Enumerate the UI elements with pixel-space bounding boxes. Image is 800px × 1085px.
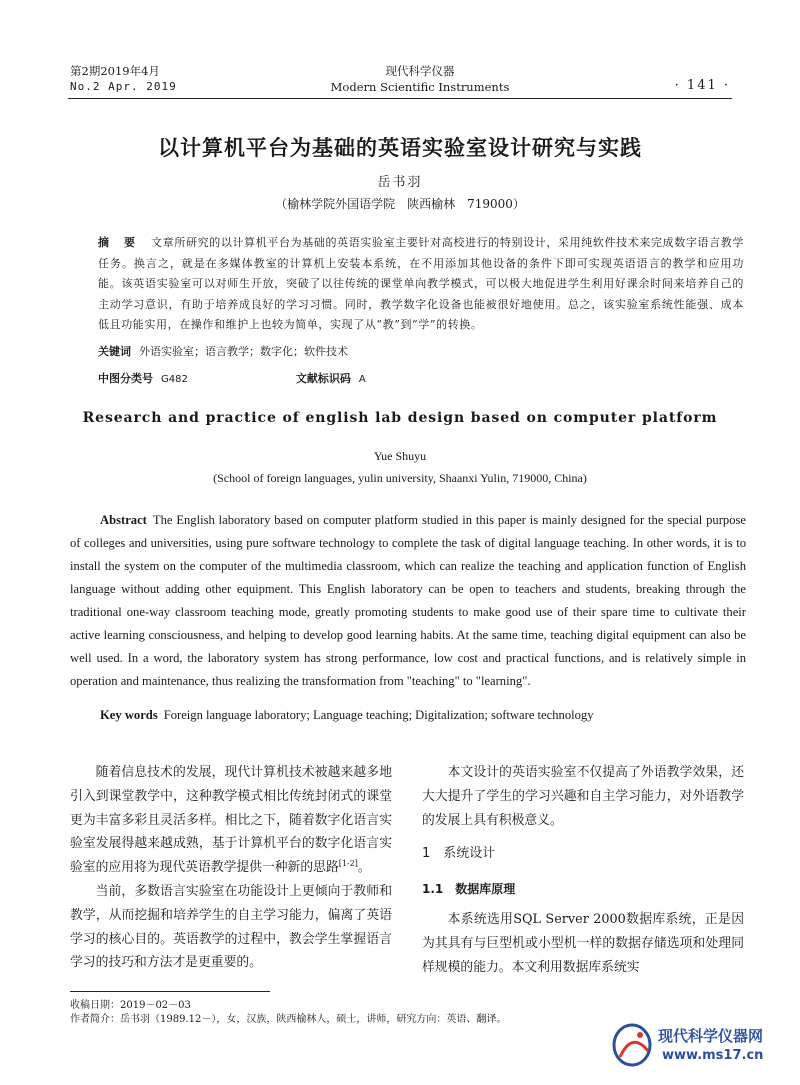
journal-name (320, 63, 520, 95)
intro-text: 随着信息技术的发展，现代计算机技术被越来越多地引入到课堂教学中，这种教学模式相比传统封闭式的课堂更为丰富多彩且灵活多样。相比之下，随着数字化语言实验室发展得越来越成熟，基于计算机平台的数字化语言实验室的应用将为现代英语教学提供一种新的思路 (70, 765, 392, 876)
subsection-heading: 1.1 数据库原理 (422, 882, 516, 897)
page-number: · 141 · (674, 78, 730, 93)
footnote (70, 999, 690, 1027)
intro-text-end: 。 (357, 860, 371, 876)
body-paragraph: 本文设计的英语实验室不仅提高了外语教学效果，还大大提升了学生的学习兴趣和自主学习能力，对外语教学的发展上具有积极意义。 (422, 765, 744, 828)
logo-emblem-icon (610, 1021, 658, 1071)
affiliation-en: (School of foreign languages, yulin university, Shaanxi Yulin, 719000, China) (213, 471, 587, 485)
body-column-left (70, 761, 392, 975)
body-column-right (422, 761, 744, 979)
issue-info (70, 63, 177, 95)
header-divider (68, 98, 732, 99)
issue-en: No.2 Apr. 2019 (70, 80, 177, 93)
abstract-cn-label: 摘 要 (98, 236, 138, 249)
issue-cn: 第2期2019年4月 (70, 64, 160, 78)
doc-code-value: A (358, 374, 366, 385)
received-date: 收稿日期：2019－02－03 (70, 1000, 191, 1011)
footnote-divider (70, 991, 270, 992)
author-cn: 岳书羽 (377, 175, 423, 190)
body-paragraph (70, 761, 392, 880)
abstract-en-label: Abstract (100, 513, 147, 527)
abstract-en-text: The English laboratory based on computer platform studied in this paper is mainly designed for the special purpose of colleges and universities, using pure software technology to complete the task of digital language teaching. In other words, it is to install the system on the computer of the multimedia classroom, which can realize the teaching and application function of English language without adding other equipment. This English laboratory can be open to teachers and students, breaking through the traditional one-way classroom teaching mode, greatly promoting students to make good use of their spare time to cultivate their active learning consciousness, and helping to develop good learning habits. At the same time, teaching digital equipment can also be well used. In a word, the laboratory system has strong performance, low cost and practical functions, and is relatively simple in operation and maintenance, thus realizing the transformation from "teaching" to "learning". (70, 513, 746, 688)
author-bio: 作者简介：岳书羽（1989.12－），女，汉族，陕西榆林人，硕士，讲师，研究方向：英语、翻译。 (70, 1014, 507, 1025)
keywords-en (100, 708, 746, 723)
clc-value: G482 (161, 374, 188, 385)
keywords-en-label: Key words (100, 708, 158, 722)
author-en: Yue Shuyu (373, 449, 427, 463)
clc-label: 中图分类号 (98, 372, 153, 385)
journal-cn: 现代科学仪器 (385, 64, 455, 78)
citation: [1-2] (338, 859, 358, 869)
abstract-cn-text: 文章所研究的以计算机平台为基础的英语实验室主要针对高校进行的特别设计，采用纯软件技术来完成数字语言教学任务。换言之，就是在多媒体教室的计算机上安装本系统，在不用添加其他设备的条件下即可实现英语语言的教学和应用功能。该英语实验室可以对师生开放，突破了以往传统的课堂单向教学模式，可以极大地促进学生利用好课余时间来培养自己的主动学习意识，有助于培养成良好的学习习惯。同时，教学数字化设备也能被很好地使用。总之，该实验室系统性能强、成本低且功能实用，在操作和维护上也较为简单，实现了从“教”到“学”的转换。 (98, 236, 745, 331)
keywords-cn-text: 外语实验室；语言教学；数字化；软件技术 (139, 345, 348, 358)
journal-en: Modern Scientific Instruments (330, 80, 510, 94)
keywords-en-text: Foreign language laboratory; Language teaching; Digitalization; software technology (163, 708, 594, 722)
watermark-logo (610, 1021, 790, 1073)
keywords-cn (98, 343, 744, 359)
paper-title-cn: 以计算机平台为基础的英语实验室设计研究与实践 (158, 135, 642, 160)
doc-code-label: 文献标识码 (295, 372, 351, 385)
body-paragraph: 当前，多数语言实验室在功能设计上更倾向于教师和教学，从而挖掘和培养学生的自主学习能力，偏离了英语学习的核心目的。英语教学的过程中，教会学生掌握语言学习的技巧和方法才是更重要的。 (70, 883, 392, 971)
paper-title-en: Research and practice of english lab design based on computer platform (82, 410, 718, 426)
abstract-en (70, 509, 746, 693)
keywords-cn-label: 关键词 (98, 345, 131, 358)
classification-line (98, 370, 744, 386)
body-paragraph: 本系统选用SQL Server 2000数据库系统，正是因为其具有与巨型机或小型机一样的数据存储选项和处理同样规模的能力。本文利用数据库系统实 (422, 911, 744, 975)
affiliation-cn: （榆林学院外国语学院 陕西榆林 719000） (275, 197, 525, 211)
watermark-url: www.ms17.cn (662, 1048, 764, 1063)
abstract-cn (98, 233, 744, 336)
section-heading: 1 系统设计 (422, 846, 496, 862)
watermark-name: 现代科学仪器网 (658, 1027, 764, 1045)
